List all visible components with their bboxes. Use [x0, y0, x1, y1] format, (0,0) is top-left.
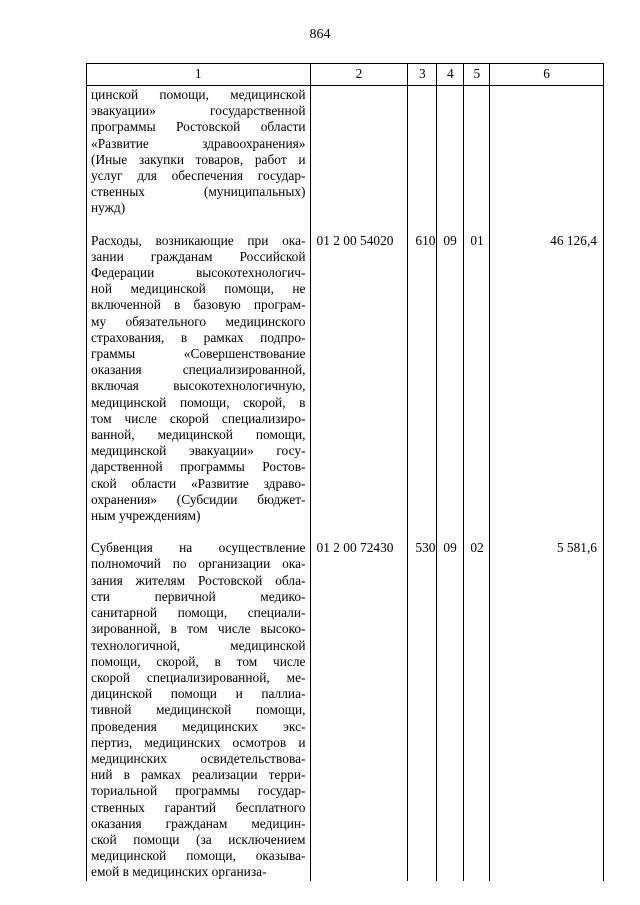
- amount-cell: 5 581,6: [490, 536, 604, 880]
- description-line: зании гражданам Российской: [91, 248, 306, 264]
- row-description: [87, 536, 311, 880]
- description-line: медицинских освидетельствова-: [91, 750, 306, 766]
- target-code-cell: [310, 86, 408, 229]
- header-cell-6: 6: [490, 64, 604, 86]
- description-line: ственных гарантий бесплатного: [91, 799, 306, 815]
- description-line: помощи, скорой, в том числе: [91, 653, 306, 669]
- description-line: зированной, в том числе высоко-: [91, 621, 306, 637]
- description-line: сти первичной медико-: [91, 588, 306, 604]
- header-cell-4: 4: [437, 64, 464, 86]
- description-line: ториальной программы государ-: [91, 783, 306, 799]
- description-line: (Иные закупки товаров, работ и: [91, 151, 306, 167]
- subsection-cell: 01: [464, 229, 490, 537]
- description-line: ской области «Развитие здраво-: [91, 475, 306, 491]
- description-line: скорой специализированной, ме-: [91, 669, 306, 685]
- subsection-cell: [464, 86, 490, 229]
- description-line: полномочий по организации ока-: [91, 556, 306, 572]
- description-line: медицинской помощи, скорой, в: [91, 394, 306, 410]
- header-cell-3: 3: [408, 64, 437, 86]
- subsection-cell: 02: [464, 536, 490, 880]
- description-line: проведения медицинских экс-: [91, 718, 306, 734]
- description-line: медицинской эвакуации» госу-: [91, 443, 306, 459]
- description-line: оказания специализированной,: [91, 362, 306, 378]
- target-code-cell: 01 2 00 72430: [310, 536, 408, 880]
- description-line: Расходы, возникающие при ока-: [91, 232, 306, 248]
- expense-type-cell: [408, 86, 437, 229]
- table-row: [87, 229, 604, 537]
- description-line: «Развитие здравоохранения»: [91, 135, 306, 151]
- description-line: ванной, медицинской помощи,: [91, 427, 306, 443]
- description-line: включенной в базовую програм-: [91, 297, 306, 313]
- amount-cell: [490, 86, 604, 229]
- description-line: ным учреждениям): [91, 508, 201, 524]
- description-line: медицинской помощи, оказыва-: [91, 848, 306, 864]
- description-line: ной медицинской помощи, не: [91, 281, 306, 297]
- description-line: оказания гражданам медицин-: [91, 815, 306, 831]
- description-line: дицинской помощи и паллиа-: [91, 686, 306, 702]
- description-line: зания жителям Ростовской обла-: [91, 572, 306, 588]
- description-line: Субвенция на осуществление: [91, 540, 306, 556]
- description-line: технологичной, медицинской: [91, 637, 306, 653]
- expense-type-cell: 610: [408, 229, 437, 537]
- description-line: ний в рамках реализации терри-: [91, 767, 306, 783]
- table-row: [87, 86, 604, 229]
- description-line: эвакуации» государственной: [91, 103, 306, 119]
- description-line: включая высокотехнологичную,: [91, 378, 306, 394]
- description-line: страхования, в рамках подпро-: [91, 329, 306, 345]
- row-description: [87, 86, 311, 229]
- description-line: ственных (муниципальных): [91, 184, 306, 200]
- header-cell-5: 5: [464, 64, 490, 86]
- table-row: [87, 536, 604, 880]
- description-line: охранения» (Субсидии бюджет-: [91, 491, 306, 507]
- target-code-cell: 01 2 00 54020: [310, 229, 408, 537]
- description-line: пертиз, медицинских осмотров и: [91, 734, 306, 750]
- description-line: тивной медицинской помощи,: [91, 702, 306, 718]
- description-line: ской помощи (за исключением: [91, 831, 306, 847]
- budget-table: [86, 63, 604, 881]
- amount-cell: 46 126,4: [490, 229, 604, 537]
- page-number: 864: [309, 27, 331, 42]
- row-description: [87, 229, 311, 537]
- description-line: Федерации высокотехнологич-: [91, 265, 306, 281]
- description-line: граммы «Совершенствование: [91, 346, 306, 362]
- section-cell: 09: [437, 229, 464, 537]
- description-line: емой в медицинских организа-: [91, 864, 267, 880]
- header-row: [87, 64, 604, 86]
- header-cell-2: 2: [310, 64, 408, 86]
- header-cell-1: 1: [87, 64, 311, 86]
- description-line: услуг для обеспечения государ-: [91, 168, 306, 184]
- description-line: программы Ростовской области: [91, 119, 306, 135]
- section-cell: 09: [437, 536, 464, 880]
- description-line: том числе скорой специализиро-: [91, 410, 306, 426]
- description-line: дарственной программы Ростов-: [91, 459, 306, 475]
- section-cell: [437, 86, 464, 229]
- expense-type-cell: 530: [408, 536, 437, 880]
- description-line: цинской помощи, медицинской: [91, 87, 306, 102]
- description-line: му обязательного медицинского: [91, 313, 306, 329]
- description-line: санитарной помощи, специали-: [91, 605, 306, 621]
- description-line: нужд): [91, 200, 126, 216]
